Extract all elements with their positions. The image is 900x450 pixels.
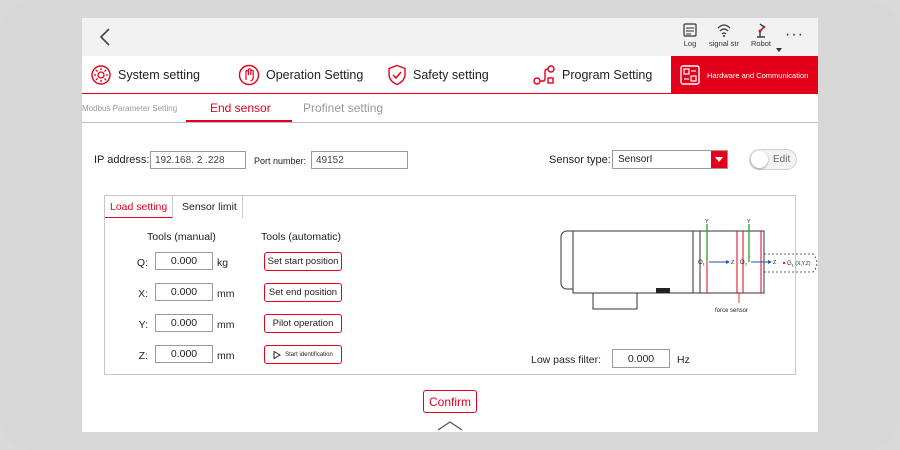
origin-o: O — [698, 260, 703, 266]
confirm-button[interactable]: Confirm — [423, 390, 477, 413]
center-g: G — [787, 261, 792, 267]
tab-system-setting[interactable] — [90, 56, 200, 94]
load-q-input[interactable] — [155, 252, 213, 270]
tab-label: System setting — [118, 68, 200, 82]
start-identification-button[interactable] — [264, 345, 342, 364]
wifi-icon — [716, 22, 732, 38]
center-sub: 1 — [791, 262, 794, 268]
unit-kg: kg — [217, 257, 229, 269]
robot-label: Robot — [750, 39, 771, 48]
signal-label: signal str — [708, 39, 739, 48]
tab-label: Operation Setting — [266, 68, 364, 82]
ip-address-label: IP address: — [94, 154, 150, 166]
main-tabs — [82, 56, 818, 94]
subtab-modbus[interactable]: Modbus Parameter Setting — [82, 104, 178, 113]
origin-o: O — [740, 260, 745, 266]
low-pass-filter-unit: Hz — [677, 354, 690, 366]
center-coords: (X,Y,Z) — [795, 261, 811, 267]
axis-z-label: Z — [731, 260, 735, 266]
robot-dropdown-icon — [776, 48, 782, 52]
back-button[interactable] — [96, 26, 116, 48]
dropdown-arrow[interactable] — [711, 151, 727, 168]
top-bar — [82, 18, 818, 56]
edit-toggle[interactable] — [749, 149, 797, 170]
set-start-position-button[interactable]: Set start position — [264, 252, 342, 271]
force-sensor-label: force sensor — [715, 308, 749, 314]
tab-hardware-communication[interactable] — [671, 56, 818, 94]
hardware-icon — [679, 64, 701, 86]
sensor-type-select[interactable] — [612, 150, 728, 169]
load-x-input[interactable] — [155, 283, 213, 301]
auto-tools-header: Tools (automatic) — [261, 231, 341, 243]
gear-icon — [90, 64, 112, 86]
sensor-type-value: SensorI — [618, 154, 653, 165]
low-pass-filter-label: Low pass filter: — [531, 354, 602, 366]
tab-label: Program Setting — [562, 68, 653, 82]
unit-mm: mm — [217, 319, 235, 331]
chevron-left-icon — [96, 26, 116, 48]
origin-label-2 — [740, 260, 748, 267]
set-end-position-button[interactable]: Set end position — [264, 283, 342, 302]
unit-mm: mm — [217, 350, 235, 362]
play-icon — [273, 351, 281, 359]
manual-tools-header: Tools (manual) — [147, 231, 216, 243]
tab-operation-setting[interactable] — [238, 56, 363, 94]
log-icon — [682, 22, 698, 38]
force-sensor-diagram — [551, 218, 811, 326]
active-subtab-indicator — [186, 120, 292, 122]
signal-button[interactable] — [704, 22, 744, 54]
axis-y-label: Y — [705, 219, 709, 225]
port-number-input[interactable] — [311, 151, 408, 169]
gravity-center-label — [787, 261, 811, 268]
robot-button[interactable] — [741, 22, 781, 54]
tab-safety-setting[interactable] — [387, 56, 489, 94]
tab-label: Safety setting — [413, 68, 489, 82]
robot-arm-icon — [753, 22, 769, 38]
row-label-x: X: — [138, 288, 148, 300]
sensor-type-label: Sensor type: — [549, 154, 611, 166]
tab-load-setting[interactable]: Load setting — [105, 196, 173, 218]
shield-check-icon — [387, 64, 407, 86]
row-label-y: Y: — [138, 319, 148, 331]
log-label: Log — [683, 39, 697, 48]
caret-down-icon — [711, 151, 727, 168]
load-y-input[interactable] — [155, 314, 213, 332]
load-setting-panel — [104, 195, 811, 375]
subtab-profinet[interactable]: Profinet setting — [303, 101, 384, 115]
flow-icon — [532, 64, 556, 86]
edit-label: Edit — [773, 154, 791, 165]
unit-mm: mm — [217, 288, 235, 300]
load-z-input[interactable] — [155, 345, 213, 363]
origin-sub: 1 — [702, 261, 705, 267]
origin-sub: 2 — [744, 261, 747, 267]
ip-address-input[interactable] — [150, 151, 246, 169]
row-label-z: Z: — [138, 350, 148, 362]
axis-y-label: Y — [747, 219, 751, 225]
axis-z-label: Z — [773, 260, 777, 266]
toggle-knob — [751, 151, 768, 168]
origin-label-1 — [698, 260, 706, 267]
more-button[interactable]: ··· — [785, 26, 804, 43]
subtab-end-sensor[interactable]: End sensor — [210, 101, 271, 115]
chevron-up-icon — [437, 418, 463, 432]
port-number-label: Port number: — [254, 156, 307, 166]
row-label-q: Q: — [136, 257, 148, 269]
sub-tabs — [82, 95, 818, 123]
tab-sensor-limit[interactable]: Sensor limit — [177, 196, 243, 218]
tab-label: Hardware and Communication — [707, 70, 809, 80]
hand-icon — [238, 64, 260, 86]
tab-program-setting[interactable] — [532, 56, 652, 94]
pilot-operation-button[interactable]: Pilot operation — [264, 314, 342, 333]
low-pass-filter-input[interactable] — [612, 349, 670, 368]
collapse-button[interactable] — [437, 418, 463, 432]
app-screen — [82, 18, 818, 432]
start-identification-label: Start identification — [285, 351, 333, 358]
